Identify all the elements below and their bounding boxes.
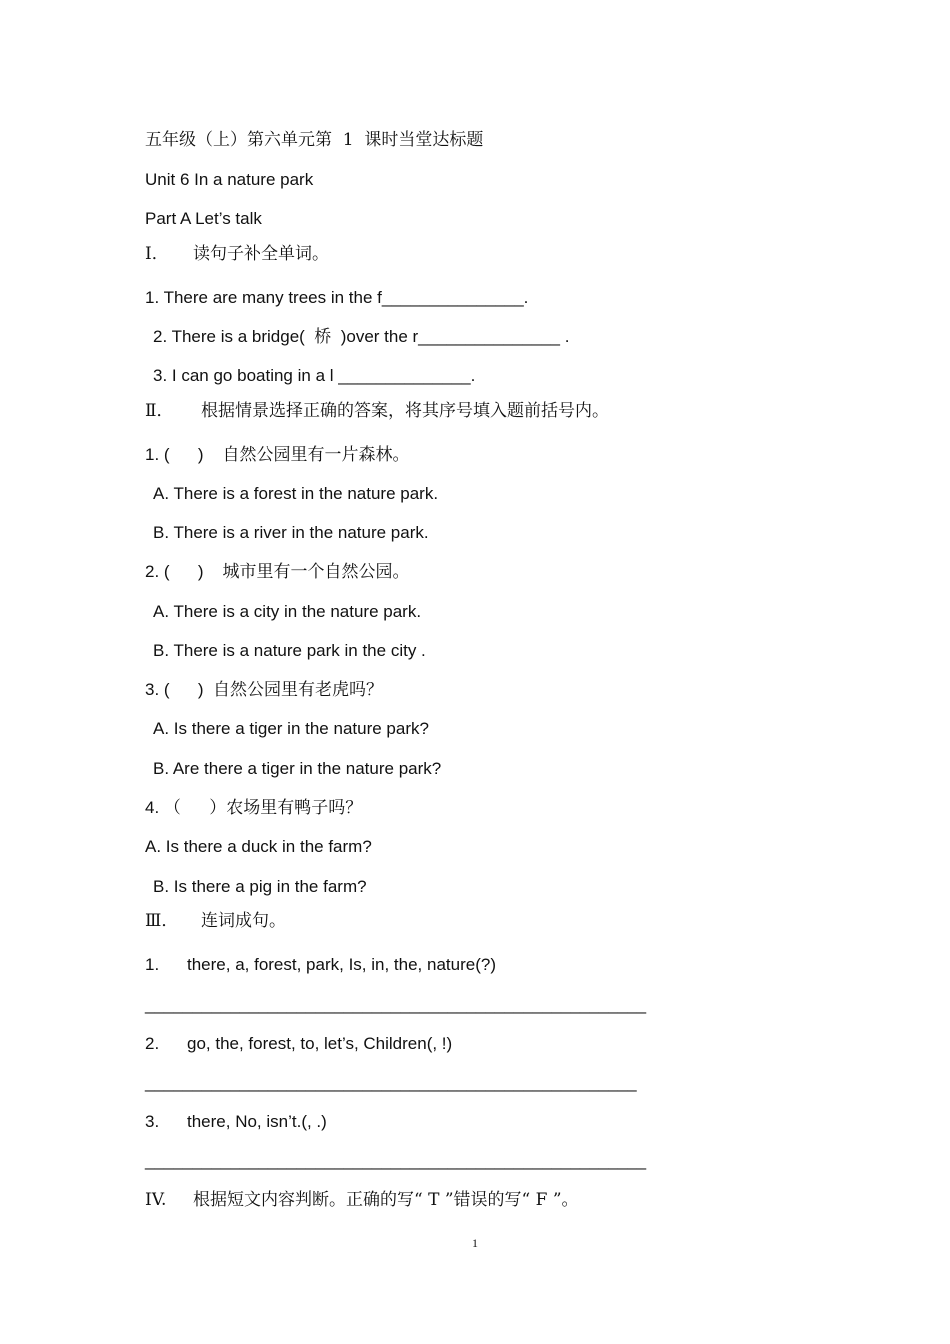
order-item-1-number: 1. bbox=[145, 955, 160, 974]
section-4-heading bbox=[145, 1189, 579, 1211]
answer-line-1: _____________________________________________________ bbox=[145, 995, 647, 1014]
order-item-1 bbox=[145, 954, 496, 976]
order-item-2-words: go, the, forest, to, let’s, Children(, !) bbox=[187, 1034, 453, 1053]
section-3-heading bbox=[145, 910, 286, 932]
question-1-option-a: A. There is a forest in the nature park. bbox=[153, 484, 439, 503]
fill-item-1: 1. There are many trees in the f_______________. bbox=[145, 288, 529, 307]
question-3-stem: 3. ( ) 自然公园里有老虎吗？ bbox=[145, 680, 384, 699]
fill-item-2: 2. There is a bridge( 桥 )over the r_______________ . bbox=[153, 327, 570, 346]
section-2-heading bbox=[145, 400, 609, 422]
question-2-stem: 2. ( ) 城市里有一个自然公园。 bbox=[145, 562, 410, 581]
section-3-instruction: 连词成句。 bbox=[201, 911, 286, 931]
question-1-stem: 1. ( ) 自然公园里有一片森林。 bbox=[145, 445, 410, 464]
answer-line-2: ____________________________________________________ bbox=[145, 1073, 637, 1092]
section-3-label: Ⅲ． bbox=[145, 911, 179, 931]
section-1-heading bbox=[145, 243, 329, 265]
page-number: 1 bbox=[472, 1236, 478, 1250]
part-title: Part A Let’s talk bbox=[145, 209, 262, 228]
question-2-option-b: B. There is a nature park in the city . bbox=[153, 641, 426, 660]
worksheet-title: 五年级（上）第六单元第 1 课时当堂达标题 bbox=[145, 130, 484, 150]
section-4-label: IV. bbox=[145, 1190, 167, 1210]
order-item-2 bbox=[145, 1033, 452, 1055]
question-4-option-a: A. Is there a duck in the farm? bbox=[145, 837, 372, 856]
unit-title: Unit 6 In a nature park bbox=[145, 170, 314, 189]
section-2-instruction: 根据情景选择正确的答案，将其序号填入题前括号内。 bbox=[201, 401, 609, 421]
order-item-3-number: 3. bbox=[145, 1112, 160, 1131]
section-1-label: Ⅰ． bbox=[145, 244, 169, 264]
question-3-option-a: A. Is there a tiger in the nature park? bbox=[153, 719, 429, 738]
question-4-stem: 4. （ ）农场里有鸭子吗？ bbox=[145, 798, 363, 817]
question-3-option-b: B. Are there a tiger in the nature park? bbox=[153, 759, 442, 778]
section-4-instruction: 根据短文内容判断。正确的写“ T ”错误的写“ F ”。 bbox=[193, 1190, 579, 1210]
section-2-label: Ⅱ． bbox=[145, 401, 174, 421]
question-1-option-b: B. There is a river in the nature park. bbox=[153, 523, 429, 542]
question-2-option-a: A. There is a city in the nature park. bbox=[153, 602, 422, 621]
order-item-3-words: there, No, isn’t.(, .) bbox=[187, 1112, 327, 1131]
order-item-1-words: there, a, forest, park, Is, in, the, nature(?) bbox=[187, 955, 496, 974]
fill-item-3: 3. I can go boating in a l ______________. bbox=[153, 366, 476, 385]
section-1-instruction: 读句子补全单词。 bbox=[193, 244, 329, 264]
order-item-2-number: 2. bbox=[145, 1034, 160, 1053]
order-item-3 bbox=[145, 1111, 327, 1133]
answer-line-3: _____________________________________________________ bbox=[145, 1151, 647, 1170]
question-4-option-b: B. Is there a pig in the farm? bbox=[153, 877, 367, 896]
